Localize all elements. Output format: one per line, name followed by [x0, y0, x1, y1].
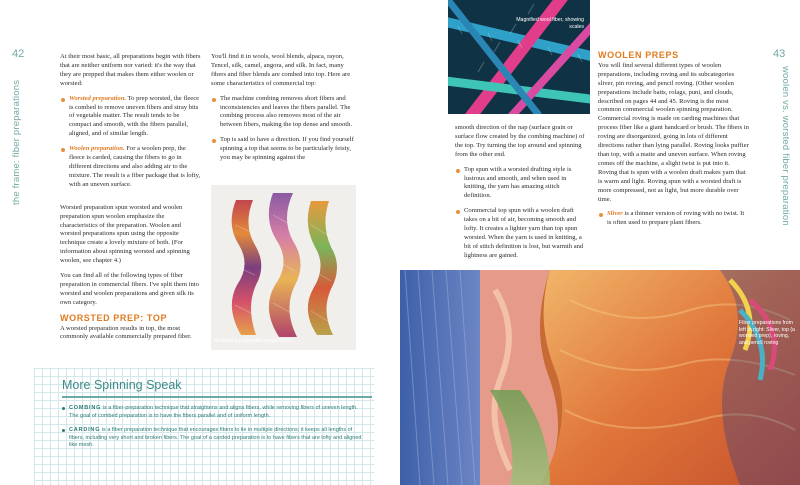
- photo-caption-preparations: Fiber preparations from left to right: Sliver, top (a worsted prep), roving, and pencil roving: [739, 320, 795, 346]
- section-heading-woolen: WOOLEN PREPS: [598, 50, 679, 60]
- list-item: The machine combing removes short fibers and inconsistencies and leaves the fibers parallel. The combing process also removes most of the air between fibers, making the top dense and smooth.: [211, 95, 357, 131]
- bullet-worsted: [60, 95, 202, 140]
- paragraph: You can find all of the following types of fiber preparation in commercial fibers. I've split them into worsted and woolen preparations and given silk its own category.: [60, 272, 199, 306]
- bullet-woolen: [60, 145, 202, 190]
- list-item: Commercial top spun with a woolen draft takes on a bit of air, becoming smooth and lofty. It creates a lighter yarn than top spun worsted. When the yarn is used in knitting, a bit of stitch definition is lost, but warmth and lightness are gained.: [455, 207, 587, 260]
- braided-top-photo: [211, 185, 356, 350]
- sidebar-item-combing: [62, 405, 362, 420]
- page-number-right: 43: [773, 48, 786, 60]
- fiber-preparations-photo: [400, 270, 800, 485]
- continuation-paragraph: smooth direction of the nap (surface grain or surface flow created by the combing machine) of the top. Try turning the top around and spinning from the other end.: [455, 124, 585, 158]
- paragraph: Worsted preparation spun worsted and woolen preparation spun woolen emphasize the characteristics of the preparation. Woolen and worsted preparations spun using the opposite technique create a lovely mixture of both. (For information about spinning worsted and spinning woolen, see chapter 4.): [60, 203, 190, 265]
- col2-intro: You'll find it in wools, wool blends, alpaca, rayon, Tencel, silk, camel, angora, and silk. In fact, many fibers and fiber blends are combed into top. Here are some characteristics of commercial top:: [211, 53, 351, 87]
- sidebar-item-carding: [62, 427, 362, 450]
- bullet-sliver: [598, 210, 750, 228]
- right-column: [598, 51, 750, 234]
- micrograph-photo: [448, 0, 590, 114]
- section-heading-worsted: WORSTED PREP: TOP: [60, 312, 168, 323]
- left-second-column: [211, 53, 357, 169]
- sidebar-term: CARDING: [69, 427, 101, 433]
- page-number-left: 42: [12, 48, 25, 60]
- list-item: Top is said to have a direction. If you find yourself spinning a top that seems to be particularly feisty, you may be spinning against the: [211, 136, 357, 163]
- term-woolen: Woolen preparation.: [69, 145, 125, 153]
- sidebar-text: is a fiber preparation technique that encourages fibers to lie in multiple directions; it keeps all lengths of fibers, including very short and broken fibers. The goal of a carded preparation is to have fibers that are lofty and aligned like mesh.: [69, 427, 362, 448]
- term-sliver: Sliver: [607, 210, 623, 218]
- woolen-paragraph: You will find several different types of woolen preparations, including roving and its subcategories sliver, pin roving, and pencil roving. (Other woolen preparations include batts, rolags, puni, and clouds, described on pages 44 and 45. Roving is the most common commercial woolen spinning preparation. Commercial roving is made on carding machines that process fiber like a giant handcard or brush. The fibers in roving are disorganized, going in lots of different directions rather than lying parallel. Roving looks puffier than top, with a matte and uneven surface. When roving comes off the machine, a slight twist is put into it. Roving that is spun with a woolen draft makes yarn that is warm and light. Roving spun with a worsted draft is more compressed, not as light, but more durable over time.: [598, 61, 749, 203]
- list-item: Top spun with a worsted drafting style is lustrous and smooth, and when used in knitting, the yarn has amazing stitch definition.: [455, 166, 587, 202]
- fiber-bundles-illustration: [400, 270, 800, 485]
- bullet-text: is a thinner version of roving with no twist. It is often used to prepare plant fibers.: [607, 210, 745, 227]
- braided-yarn-illustration: [211, 185, 356, 350]
- paragraph: A worsted preparation results in top, the most commonly available commercially prepared fiber.: [60, 324, 192, 341]
- micro-caption: Magnified wool fiber, showing scales: [516, 17, 584, 30]
- left-column: [60, 53, 202, 348]
- running-head-right: woolen vs. worsted fiber preparation: [780, 66, 791, 226]
- term-worsted: Worsted preparation.: [69, 94, 127, 102]
- sidebar-title: More Spinning Speak: [62, 378, 182, 392]
- photo-caption-braided: Braided top (worsted preparation): [215, 338, 293, 345]
- running-head-left: the frame: fiber preparations: [11, 79, 22, 205]
- bullet-text: For a woolen prep, the fleece is carded, causing the fibers to go in different directions and also adding air to the mixture. The result is a fiber package that is lofty, with an uneven surface.: [69, 145, 201, 188]
- center-column: [455, 124, 587, 267]
- intro-paragraph: At their most basic, all preparations begin with fibers that are neither uniform nor varied: it's the way that they are prepped that makes them either woolen or worsted:: [60, 53, 201, 87]
- sidebar-term: COMBING: [69, 405, 102, 411]
- sidebar-text: is a fiber-preparation technique that straightens and aligns fibers, while removing fibers of uneven length. The goal of combed preparation is to have the fibers parallel and of uniform length.: [69, 405, 358, 419]
- sidebar-divider: [62, 396, 372, 398]
- bullet-text: To prep worsted, the fleece is combed to remove uneven fibers and stray bits of vegetable matter. The result tends to be compact and smooth, with the fibers parallel, aligned, and of similar length.: [69, 94, 200, 138]
